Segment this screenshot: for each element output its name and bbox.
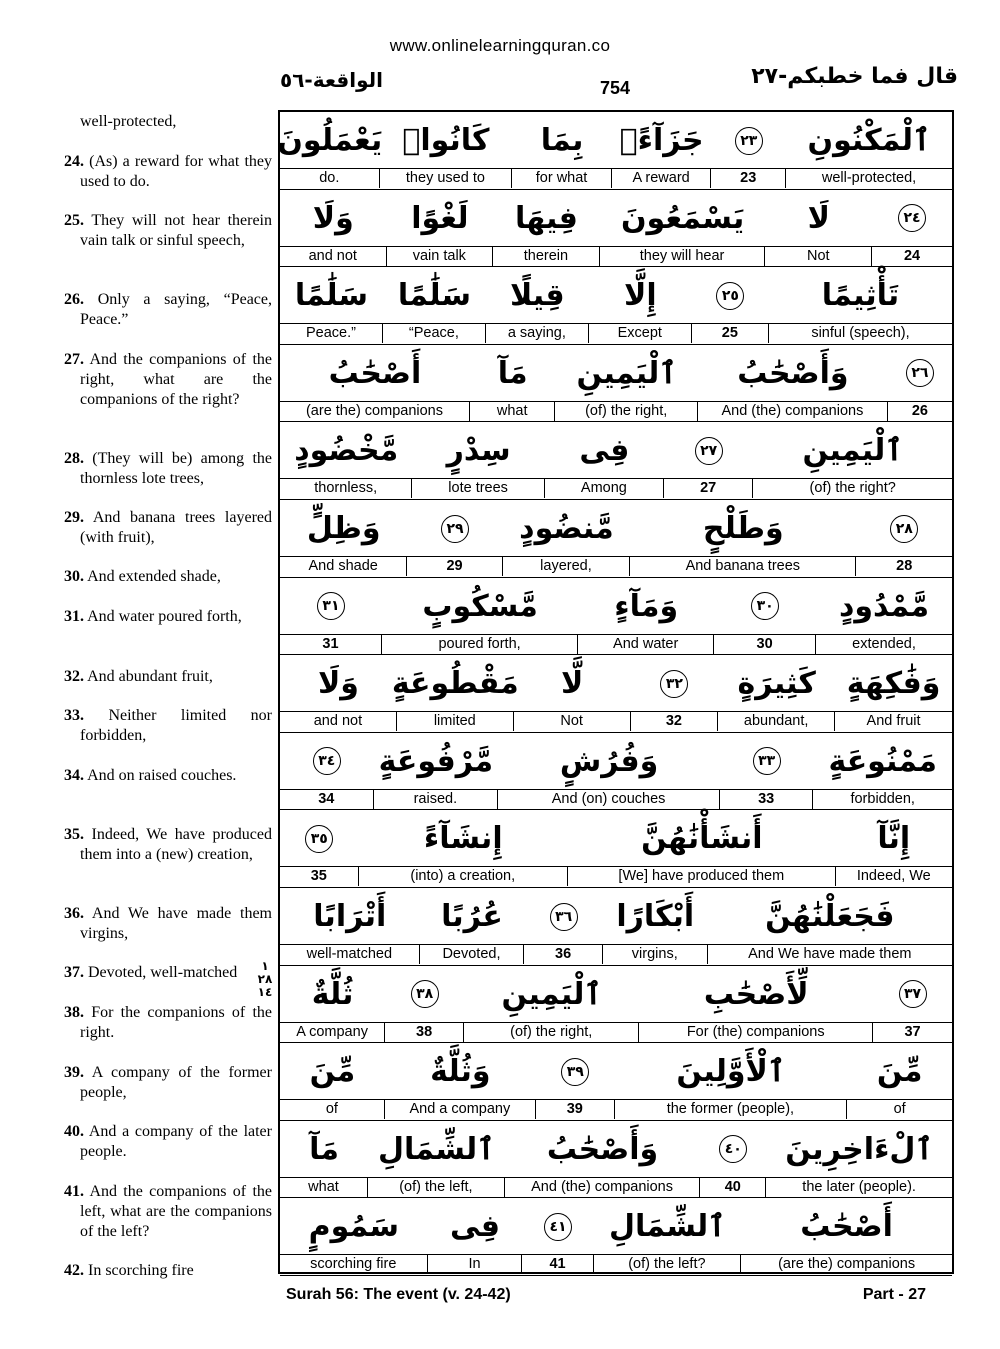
arabic-word: وَثُلَّةٌ: [430, 1054, 491, 1090]
verse-number-cell: 37: [904, 1023, 921, 1040]
ayah-marker: [711, 112, 786, 169]
english-word-cell: Among: [545, 479, 664, 498]
english-word-cell: Peace.”: [280, 324, 383, 343]
ayah-marker: [280, 578, 382, 635]
english-word-cell: layered,: [503, 557, 630, 576]
arabic-word: لِّأَصْحَٰبِ: [703, 976, 809, 1012]
arabic-word: لَغْوًا: [411, 200, 469, 236]
translation-text: In scorching fire: [88, 1262, 194, 1279]
ayah-marker: [857, 500, 952, 557]
translation-text: A company of the former people,: [80, 1064, 272, 1101]
english-band: [280, 1255, 952, 1275]
ayah-number-circle: ٢٣: [735, 127, 763, 155]
verse-number-cell: 38: [385, 1023, 464, 1042]
english-word-cell: And water: [578, 635, 714, 654]
translation-text: well-protected,: [80, 113, 177, 130]
ayah-number-circle: ٣٧: [899, 980, 927, 1008]
arabic-word: مَآ: [497, 355, 528, 391]
arabic-band: [280, 267, 952, 324]
translation-text: And abundant fruit,: [87, 668, 213, 685]
arabic-word: وَأَصْحَٰبُ: [546, 1131, 659, 1167]
english-band: [280, 247, 952, 267]
english-word-cell: virgins,: [603, 945, 708, 964]
translation-text: For the companions of the right.: [80, 1004, 273, 1041]
ayah-number-circle: ٣١: [317, 592, 345, 620]
arabic-word: تَأْثِيمًا: [821, 278, 900, 314]
english-word-cell: Not: [514, 712, 631, 731]
translation-entry: [64, 567, 272, 587]
ayah-number-circle: ٣٦: [550, 903, 578, 931]
english-word-cell: abundant,: [718, 712, 835, 731]
ayah-number-circle: ٢٧: [695, 437, 723, 465]
english-word-cell: forbidden,: [850, 790, 915, 807]
grid-row: [280, 1121, 952, 1199]
ayah-marker: [720, 733, 814, 790]
verse-number-cell: 34: [280, 790, 374, 809]
arabic-word: أَصْحَٰبُ: [800, 1209, 893, 1245]
english-word-cell: (of) the left,: [368, 1178, 505, 1197]
surah-header-left: الواقعة-٥٦: [280, 68, 383, 92]
english-band: [280, 557, 952, 577]
arabic-word: سِدْرٍ: [446, 433, 511, 469]
translation-entry: [64, 963, 272, 983]
english-word-cell: raised.: [374, 790, 499, 809]
english-word-cell: Except: [589, 324, 692, 343]
ayah-number-circle: ٣٣: [753, 747, 781, 775]
verse-number-cell: 23: [711, 169, 786, 188]
translation-text: And We have made them virgins,: [80, 905, 272, 942]
arabic-word: أَنشَأْنَٰهُنَّ: [641, 821, 763, 857]
english-word-cell: sinful (speech),: [811, 325, 910, 342]
verse-number: 34.: [64, 767, 84, 784]
verse-number: 35.: [64, 826, 84, 843]
english-word-cell: Devoted,: [420, 945, 525, 964]
grid-row: [280, 810, 952, 888]
english-word-cell: (of) the right,: [555, 402, 697, 421]
translation-entry: [64, 706, 272, 746]
arabic-word: إِنَّآ: [877, 821, 911, 857]
arabic-word: مَمْنُوعَةٍ: [828, 743, 937, 779]
translation-entry: [64, 1063, 272, 1103]
english-word-cell: therein: [493, 247, 600, 266]
english-word-cell: And We have made them: [748, 946, 912, 962]
arabic-word: مَّرْفُوعَةٍ: [378, 743, 494, 779]
grid-row: [280, 190, 952, 268]
arabic-word: مَّنضُودٍ: [519, 511, 614, 546]
english-word-cell: (of) the right,: [464, 1023, 639, 1042]
verse-number: 36.: [64, 905, 84, 922]
english-word-cell: In: [428, 1255, 523, 1274]
arabic-word: ٱلْيَمِينِ: [802, 433, 903, 469]
translation-entry: [64, 1003, 272, 1043]
arabic-word: كَثِيرَةٍ: [737, 666, 816, 702]
grid-row: [280, 345, 952, 423]
translation-entry: [64, 112, 272, 132]
arabic-word: بِمَا: [540, 123, 584, 158]
arabic-band: [277, 112, 952, 169]
arabic-word: وَأَصْحَٰبُ: [737, 355, 849, 391]
arabic-word: لَا: [807, 200, 830, 236]
english-word-cell: For (the) companions: [639, 1023, 873, 1042]
arabic-word: إِنشَآءً: [423, 821, 503, 857]
arabic-word: ٱلشِّمَالِ: [608, 1209, 726, 1245]
ayah-marker: [700, 1121, 766, 1178]
english-word-cell: (into) a creation,: [359, 867, 568, 886]
translation-text: Indeed, We have produced them into a (new) creation,: [80, 826, 272, 863]
verse-number-cell: 41: [522, 1255, 593, 1274]
english-band: [280, 1023, 952, 1043]
english-word-cell: poured forth,: [382, 635, 578, 654]
arabic-band: [280, 733, 952, 790]
verse-number: 38.: [64, 1004, 84, 1021]
verse-number-cell: 31: [280, 635, 382, 654]
arabic-word: سَلَٰمًا: [294, 278, 369, 314]
ayah-number-circle: ٣٤: [313, 747, 341, 775]
arabic-word: جَزَآءًۢ: [619, 123, 704, 158]
translation-entry: [64, 667, 272, 687]
arabic-word: فِى: [450, 1209, 500, 1245]
english-word-cell: (are the) companions: [280, 402, 470, 421]
arabic-word: ٱلْيَمِينِ: [501, 976, 602, 1012]
verse-number: 27.: [64, 351, 84, 368]
english-word-cell: thornless,: [280, 479, 412, 498]
arabic-band: [280, 888, 952, 945]
translation-text: And the companions of the left, what are the companions of the left?: [80, 1183, 272, 1240]
english-word-cell: what: [280, 1178, 368, 1197]
arabic-band: [280, 1198, 952, 1255]
verse-number-cell: 24: [903, 247, 921, 264]
english-word-cell: A reward: [612, 169, 712, 188]
verse-number: 24.: [64, 153, 84, 170]
english-band: [280, 1100, 952, 1120]
ayah-marker: [692, 267, 769, 324]
verse-number-cell: 29: [407, 557, 502, 576]
part-header-right: قال فما خطبكم-٢٧: [751, 64, 958, 89]
verse-number: 25.: [64, 212, 84, 229]
arabic-word: أَبْكَارًا: [616, 899, 695, 934]
ayah-marker: [873, 966, 952, 1023]
word-by-word-grid: [278, 110, 954, 1274]
ayah-marker: [407, 500, 502, 557]
grid-row: [280, 966, 952, 1044]
translation-text: Neither limited nor forbidden,: [80, 707, 272, 744]
english-word-cell: “Peace,: [383, 324, 486, 343]
page-number: 754: [599, 78, 631, 98]
ayah-number-circle: ٢٩: [441, 515, 469, 543]
ayah-number-circle: ٤١: [544, 1213, 572, 1241]
english-word-cell: Indeed, We: [856, 868, 931, 885]
ayah-number-circle: ٣٢: [660, 670, 688, 698]
verse-number: 32.: [64, 668, 84, 685]
arabic-word: وَلَا: [317, 666, 359, 702]
arabic-word: ثُلَّةٌ: [311, 976, 354, 1012]
english-word-cell: they used to: [380, 169, 513, 188]
english-band: [280, 712, 952, 732]
english-band: [280, 945, 952, 965]
english-word-cell: And (the) companions: [505, 1178, 700, 1197]
verse-number: 39.: [64, 1064, 84, 1081]
english-word-cell: do.: [280, 169, 380, 188]
english-word-cell: a saying,: [486, 324, 589, 343]
ayah-marker: [536, 1043, 615, 1100]
ruku-mark-text: ١ ٢٨ ١٤: [257, 959, 273, 999]
translation-text: Only a saying, “Peace, Peace.”: [80, 291, 273, 328]
ayah-number-circle: ٢٦: [906, 359, 934, 387]
english-word-cell: extended,: [852, 635, 916, 652]
translation-text: And extended shade,: [87, 568, 221, 585]
ayah-number-circle: ٣٨: [411, 980, 439, 1008]
arabic-word: وَطَلْحٍ: [702, 511, 784, 546]
arabic-word: ٱلْمَكْنُونِ: [807, 123, 931, 158]
arabic-word: مَّمْدُودٍ: [839, 588, 930, 624]
translation-entry: [64, 449, 272, 489]
english-band: [280, 169, 952, 189]
arabic-band: [280, 345, 952, 402]
grid-row: [280, 888, 952, 966]
arabic-word: وَظِلٍّ: [306, 511, 381, 546]
arabic-word: قِيلًا: [510, 278, 565, 314]
english-word-cell: (of) the left?: [594, 1255, 742, 1274]
arabic-word: وَفَٰكِهَةٍ: [846, 666, 941, 702]
translation-entry: [64, 508, 272, 548]
arabic-word: ٱلْيَمِينِ: [576, 355, 677, 391]
arabic-band: [280, 578, 952, 635]
verse-number-cell: 32: [631, 712, 719, 731]
arabic-word: أَتْرَابًا: [313, 899, 387, 934]
ayah-marker: [631, 655, 719, 712]
translation-text: They will not hear therein vain talk or sinful speech,: [80, 212, 272, 249]
ayah-marker: [280, 733, 374, 790]
english-word-cell: for what: [512, 169, 612, 188]
translation-text: (They will be) among the thornless lote trees,: [80, 450, 272, 487]
translation-entry: [64, 152, 272, 192]
ayah-marker: [385, 966, 464, 1023]
english-word-cell: A company: [280, 1023, 385, 1042]
verse-number: 40.: [64, 1123, 84, 1140]
ruku-mark: [254, 960, 276, 999]
translation-text: And on raised couches.: [87, 767, 237, 784]
ayah-number-circle: ٣٩: [561, 1058, 589, 1086]
arabic-band: [280, 190, 952, 247]
english-word-cell: well-matched: [280, 945, 420, 964]
grid-row: [280, 1043, 952, 1121]
arabic-band: [280, 422, 952, 479]
arabic-band: [280, 1121, 952, 1178]
ayah-marker: [522, 1198, 593, 1255]
verse-number: 26.: [64, 291, 84, 308]
ayah-number-circle: ٢٨: [890, 515, 918, 543]
english-word-cell: Not: [765, 247, 872, 266]
arabic-word: فِيهَا: [514, 200, 578, 236]
grid-row: [280, 422, 952, 500]
english-word-cell: And fruit: [866, 713, 921, 730]
translation-text: And water poured forth,: [87, 608, 242, 625]
arabic-word: ٱلشِّمَالِ: [378, 1131, 495, 1167]
english-word-cell: (are the) companions: [778, 1256, 916, 1273]
english-word-cell: and not: [280, 712, 397, 731]
ayah-marker: [888, 345, 952, 402]
verse-number-cell: 33: [720, 790, 814, 809]
grid-row: [280, 578, 952, 656]
english-word-cell: And shade: [280, 557, 407, 576]
translation-entry: [64, 825, 272, 865]
english-word-cell: scorching fire: [280, 1255, 428, 1274]
ayah-marker: [524, 888, 603, 945]
verse-number: 42.: [64, 1262, 84, 1279]
english-band: [280, 402, 952, 422]
english-word-cell: And a company: [385, 1100, 536, 1119]
english-word-cell: of: [893, 1101, 906, 1118]
translation-text: (As) a reward for what they used to do.: [80, 153, 272, 190]
footer-surah: Surah 56: The event (v. 24-42): [286, 1286, 511, 1303]
english-word-cell: well-protected,: [821, 170, 917, 186]
verse-number: 30.: [64, 568, 84, 585]
verse-number-cell: 40: [700, 1178, 766, 1197]
arabic-word: عُرُبًا: [441, 899, 503, 934]
arabic-word: كَانُوا۟: [402, 123, 490, 158]
arabic-word: مَآ: [309, 1131, 339, 1167]
ayah-marker: [714, 578, 816, 635]
verse-number-cell: 26: [911, 402, 928, 419]
ayah-number-circle: ٢٤: [898, 204, 926, 232]
arabic-band: [280, 966, 952, 1023]
english-word-cell: vain talk: [387, 247, 494, 266]
english-band: [280, 635, 952, 655]
translation-entry: [64, 766, 272, 786]
verse-number: 41.: [64, 1183, 84, 1200]
english-word-cell: and not: [280, 247, 387, 266]
arabic-word: وَلَا: [312, 200, 354, 236]
english-word-cell: And (the) companions: [698, 402, 888, 421]
english-word-cell: the later (people).: [802, 1178, 916, 1195]
verse-number-cell: 25: [692, 324, 769, 343]
verse-number-cell: 35: [280, 867, 359, 886]
grid-row: [280, 1198, 952, 1276]
verse-number-cell: 36: [524, 945, 603, 964]
verse-number: 31.: [64, 608, 84, 625]
english-band: [280, 1178, 952, 1198]
arabic-word: مِّنَ: [309, 1054, 356, 1090]
ayah-number-circle: ٤٠: [719, 1135, 747, 1163]
english-word-cell: what: [470, 402, 555, 421]
verse-number: 37.: [64, 964, 84, 981]
ayah-marker: [872, 190, 952, 247]
verse-number-cell: 27: [664, 479, 753, 498]
translation-entry: [64, 607, 272, 627]
grid-row: [280, 500, 952, 578]
grid-row: [280, 267, 952, 345]
arabic-word: يَعْمَلُونَ: [277, 123, 383, 158]
translation-text: Devoted, well-matched: [88, 964, 238, 981]
arabic-word: مَّخْضُودٍ: [294, 433, 399, 469]
translation-text: And banana trees layered (with fruit),: [80, 509, 273, 546]
verse-number: 33.: [64, 707, 84, 724]
arabic-word: ٱلْأَوَّلِينَ: [676, 1054, 786, 1090]
verse-number: 28.: [64, 450, 84, 467]
arabic-word: يَسْمَعُونَ: [620, 200, 745, 236]
english-word-cell: And (on) couches: [498, 790, 720, 809]
translation-entry: [64, 1261, 272, 1281]
verse-number-cell: 30: [714, 635, 816, 654]
arabic-word: ٱلْءَاخِرِينَ: [785, 1131, 934, 1167]
translation-text: And the companions of the right, what are the companions of the right?: [80, 351, 272, 408]
grid-row: [277, 112, 952, 190]
ayah-marker: [664, 422, 753, 479]
ayah-number-circle: ٢٥: [716, 282, 744, 310]
english-word-cell: And banana trees: [630, 557, 856, 576]
arabic-word: فَجَعَلْنَٰهُنَّ: [765, 899, 895, 934]
english-word-cell: the former (people),: [615, 1100, 848, 1119]
translation-entry: [64, 904, 272, 944]
arabic-word: مَقْطُوعَةٍ: [391, 666, 519, 702]
arabic-band: [280, 655, 952, 712]
arabic-word: فِى: [579, 433, 630, 469]
arabic-word: وَفُرُشٍ: [559, 743, 659, 779]
ayah-marker: [280, 810, 359, 867]
verse-number-cell: 39: [536, 1100, 615, 1119]
footer-part: Part - 27: [862, 1286, 926, 1303]
english-band: [280, 790, 952, 810]
translation-entry: [64, 1182, 272, 1242]
verse-number-cell: 28: [896, 558, 913, 574]
arabic-word: إِلَّا: [623, 278, 657, 314]
english-band: [280, 867, 952, 887]
english-band: [280, 324, 952, 344]
translation-entry: [64, 1122, 272, 1162]
arabic-word: مِّنَ: [876, 1054, 923, 1090]
english-word-cell: limited: [397, 712, 514, 731]
ayah-number-circle: ٣٠: [751, 592, 779, 620]
arabic-word: وَمَآءٍ: [614, 588, 679, 624]
grid-row: [280, 655, 952, 733]
english-word-cell: of: [280, 1100, 385, 1119]
arabic-word: مَّسْكُوبٍ: [422, 588, 538, 624]
arabic-word: لَّا: [561, 666, 584, 702]
grid-row: [280, 733, 952, 811]
translation-entry: [64, 290, 272, 330]
arabic-band: [280, 810, 952, 867]
arabic-band: [280, 500, 952, 557]
english-word-cell: [We] have produced them: [568, 867, 836, 886]
arabic-word: سَلَٰمًا: [397, 278, 471, 314]
english-word-cell: (of) the right?: [809, 480, 896, 497]
english-word-cell: lote trees: [412, 479, 544, 498]
verse-number: 29.: [64, 509, 84, 526]
translation-entry: [64, 350, 272, 410]
arabic-band: [280, 1043, 952, 1100]
english-word-cell: they will hear: [600, 247, 766, 266]
ayah-number-circle: ٣٥: [305, 825, 333, 853]
translation-entry: [64, 211, 272, 251]
arabic-word: أَصْحَٰبُ: [328, 355, 422, 391]
site-url: www.onlinelearningquran.co: [389, 36, 611, 55]
translation-text: And a company of the later people.: [80, 1123, 272, 1160]
arabic-word: سَمُومٍ: [308, 1209, 399, 1245]
english-band: [280, 479, 952, 499]
